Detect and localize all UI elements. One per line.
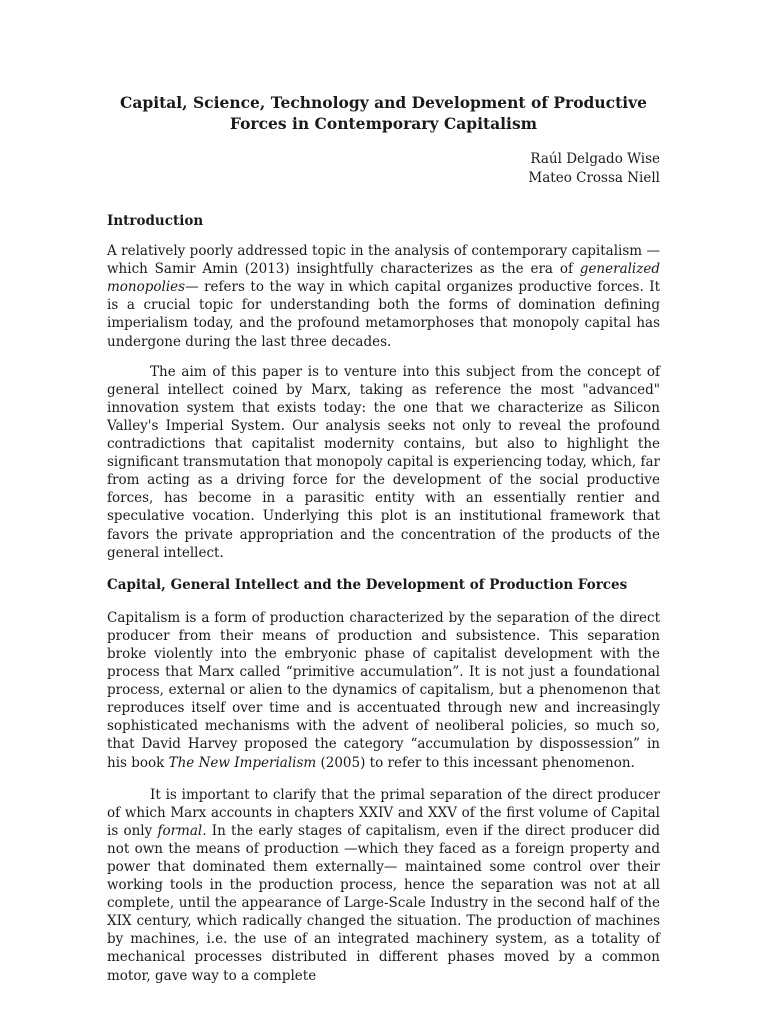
paragraph-text: (2005) to refer to this incessant phenomenon. <box>316 754 635 771</box>
paragraph-text: . In the early stages of capitalism, even if the direct producer did not own the means of production —which they faced as a foreign property and power that dominated them externally— maintained some control over their working tools in the production process, hence the separation was not at all complete, until the appearance of Large-Scale Industry in the second half of the XIX century, which radically changed the situation. The production of machines by machines, i.e. the use of an integrated machinery system, as a totality of mechanical processes distributed in different phases moved by a common motor, gave way to a complete <box>107 822 660 984</box>
paper-title: Capital, Science, Technology and Development of Productive Forces in Contemporary Capitalism <box>119 93 648 133</box>
author-name: Raúl Delgado Wise <box>530 151 660 167</box>
paragraph <box>107 786 660 985</box>
paragraph-text: A relatively poorly addressed topic in the analysis of contemporary capitalism — which Samir Amin (2013) insightfully characterizes as the era of <box>107 243 660 278</box>
emphasis-text: generalized monopolies <box>107 261 660 296</box>
paragraph-text: Capitalism is a form of production characterized by the separation of the direct producer from their means of production and subsistence. This separation broke violently into the embryonic phase of capitalist development with the process that Marx called “primitive accumulation”. It is not just a foundational process, external or alien to the dynamics of capitalism, but a phenomenon that reproduces itself over time and is accentuated through new and increasingly sophisticated mechanisms with the advent of neoliberal policies, so much so, that David Harvey proposed the category “accumulation by dispossession” in his book <box>107 609 660 771</box>
paragraph <box>107 242 660 351</box>
emphasis-text: formal <box>157 822 203 839</box>
paragraph-text: It is important to clarify that the primal separation of the direct producer of which Marx accounts in chapters XXIV and XXV of the first volume of Capital is only <box>107 786 660 839</box>
paragraph <box>107 609 660 772</box>
paragraph-text: — refers to the way in which capital organizes productive forces. It is a crucial topic for understanding both the forms of domination defining imperialism today, and the profound metamorphoses that monopoly capital has undergone during the last three decades. <box>107 279 660 350</box>
author-name: Mateo Crossa Niell <box>528 170 660 186</box>
author-block <box>107 150 660 188</box>
section-heading-capital: Capital, General Intellect and the Development of Production Forces <box>107 576 628 593</box>
emphasis-text: The New Imperialism <box>168 754 317 771</box>
paragraph: The aim of this paper is to venture into this subject from the concept of general intellect coined by Marx, taking as reference the most "advanced" innovation system that exists today: the one that we characterize as Silicon Valley's Imperial System. Our analysis seeks not only to reveal the profound contradictions that capitalist modernity contains, but also to highlight the significant transmutation that monopoly capital is experiencing today, which, far from acting as a driving force for the development of the social productive forces, has become in a parasitic entity with an essentially rentier and speculative vocation. Underlying this plot is an institutional framework that favors the private appropriation and the concentration of the products of the general intellect. <box>107 363 660 561</box>
section-heading-introduction: Introduction <box>107 213 204 229</box>
